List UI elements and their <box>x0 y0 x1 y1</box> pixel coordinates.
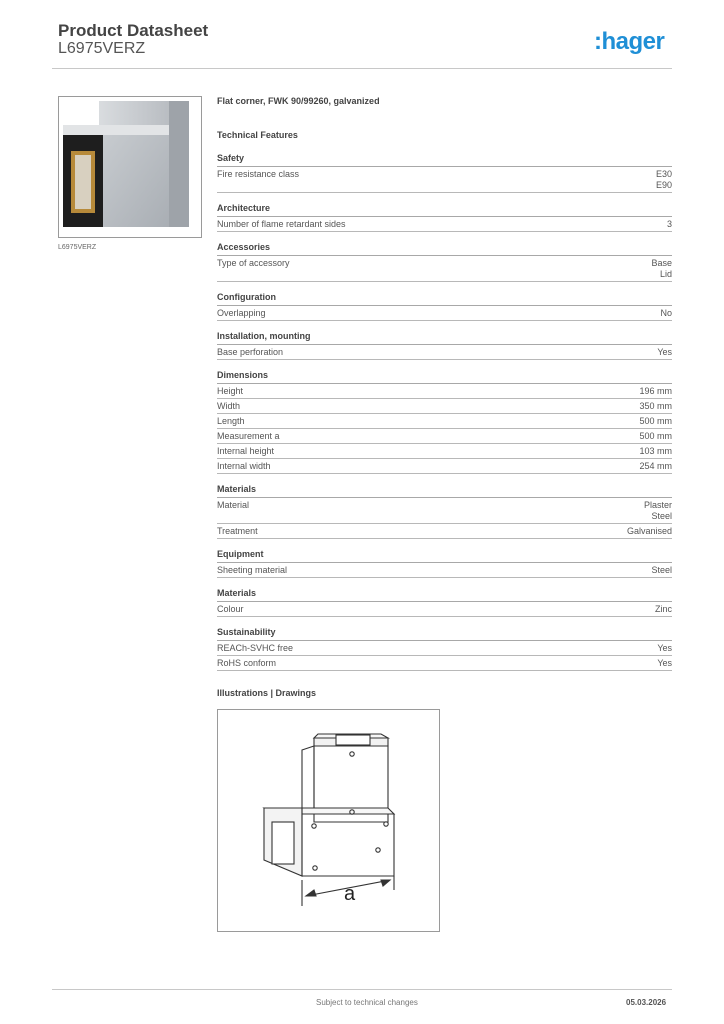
feature-label: Fire resistance class <box>217 168 300 179</box>
flat-corner-photo-image <box>59 97 201 237</box>
feature-values <box>639 386 672 397</box>
feature-label: Sheeting material <box>217 564 288 575</box>
feature-label: Number of flame retardant sides <box>217 218 346 229</box>
feature-group <box>217 153 672 193</box>
feature-label: Width <box>217 400 241 411</box>
group-title: Materials <box>217 588 672 602</box>
feature-row <box>217 498 672 524</box>
group-title: Installation, mounting <box>217 331 672 345</box>
feature-group <box>217 627 672 671</box>
feature-groups <box>217 153 672 671</box>
feature-values <box>657 347 672 358</box>
footer-date: 05.03.2026 <box>626 998 667 1007</box>
page-title: Product Datasheet <box>58 21 209 40</box>
feature-values <box>639 416 672 427</box>
illustrations-heading: Illustrations | Drawings <box>217 688 317 698</box>
feature-label: REACh-SVHC free <box>217 642 294 653</box>
feature-value: Zinc <box>654 603 672 614</box>
feature-row <box>217 602 672 617</box>
technical-drawing <box>217 709 440 932</box>
feature-row <box>217 444 672 459</box>
feature-values <box>651 258 672 280</box>
feature-value: Plaster <box>643 499 672 510</box>
feature-value: 3 <box>666 218 672 229</box>
feature-row <box>217 384 672 399</box>
feature-row <box>217 563 672 578</box>
feature-value: 500 mm <box>639 430 672 441</box>
feature-group <box>217 484 672 539</box>
dimension-label: a <box>344 883 356 905</box>
feature-values <box>657 658 672 669</box>
feature-values <box>639 401 672 412</box>
feature-value: Yes <box>657 657 672 668</box>
feature-row <box>217 641 672 656</box>
feature-row <box>217 217 672 232</box>
feature-values <box>657 643 672 654</box>
feature-value: Steel <box>651 564 672 575</box>
group-title: Materials <box>217 484 672 498</box>
feature-value: 350 mm <box>639 400 672 411</box>
feature-label: RoHS conform <box>217 657 277 668</box>
feature-label: Length <box>217 415 245 426</box>
group-title: Sustainability <box>217 627 672 641</box>
feature-row <box>217 306 672 321</box>
product-subtitle: Flat corner, FWK 90/99260, galvanized <box>217 96 380 106</box>
group-title: Dimensions <box>217 370 672 384</box>
feature-value: Steel <box>651 510 672 521</box>
feature-group <box>217 370 672 474</box>
product-code: L6975VERZ <box>58 40 146 57</box>
footer-note: Subject to technical changes <box>316 998 418 1007</box>
feature-value: Lid <box>659 268 672 279</box>
feature-value: 103 mm <box>639 445 672 456</box>
feature-value: 254 mm <box>639 460 672 471</box>
technical-features-heading: Technical Features <box>217 130 298 140</box>
feature-label: Internal width <box>217 460 271 471</box>
feature-value: E90 <box>655 179 672 190</box>
feature-values <box>667 219 672 230</box>
feature-label: Material <box>217 499 250 510</box>
header-divider <box>52 68 672 69</box>
feature-row <box>217 167 672 193</box>
feature-row <box>217 256 672 282</box>
feature-label: Internal height <box>217 445 275 456</box>
group-title: Architecture <box>217 203 672 217</box>
feature-value: Yes <box>657 346 672 357</box>
feature-row <box>217 459 672 474</box>
feature-label: Type of accessory <box>217 257 290 268</box>
feature-value: 500 mm <box>639 415 672 426</box>
feature-values <box>627 526 672 537</box>
feature-values <box>639 461 672 472</box>
feature-values <box>656 169 672 191</box>
feature-row <box>217 524 672 539</box>
feature-value: Yes <box>657 642 672 653</box>
hager-logo: :hager <box>594 28 665 55</box>
group-title: Safety <box>217 153 672 167</box>
feature-label: Base perforation <box>217 346 284 357</box>
group-title: Configuration <box>217 292 672 306</box>
feature-row <box>217 429 672 444</box>
feature-label: Treatment <box>217 525 258 536</box>
feature-row <box>217 399 672 414</box>
feature-values <box>644 500 672 522</box>
footer-divider <box>52 989 672 990</box>
feature-value: No <box>660 307 672 318</box>
feature-value: 196 mm <box>639 385 672 396</box>
feature-label: Measurement a <box>217 430 280 441</box>
feature-row <box>217 656 672 671</box>
feature-value: E30 <box>655 168 672 179</box>
feature-values <box>639 431 672 442</box>
feature-values <box>639 446 672 457</box>
feature-group <box>217 588 672 617</box>
feature-values <box>660 308 672 319</box>
flat-corner-drawing <box>218 710 439 931</box>
feature-group <box>217 549 672 578</box>
product-photo <box>58 96 202 238</box>
feature-label: Colour <box>217 603 244 614</box>
feature-label: Height <box>217 385 244 396</box>
photo-caption: L6975VERZ <box>58 244 97 251</box>
feature-row <box>217 414 672 429</box>
feature-group <box>217 292 672 321</box>
feature-values <box>651 565 672 576</box>
feature-label: Overlapping <box>217 307 266 318</box>
feature-group <box>217 331 672 360</box>
feature-values <box>655 604 672 615</box>
feature-group <box>217 203 672 232</box>
group-title: Accessories <box>217 242 672 256</box>
group-title: Equipment <box>217 549 672 563</box>
feature-group <box>217 242 672 282</box>
feature-value: Galvanised <box>626 525 672 536</box>
feature-row <box>217 345 672 360</box>
feature-value: Base <box>651 257 672 268</box>
datasheet-content <box>217 95 672 671</box>
